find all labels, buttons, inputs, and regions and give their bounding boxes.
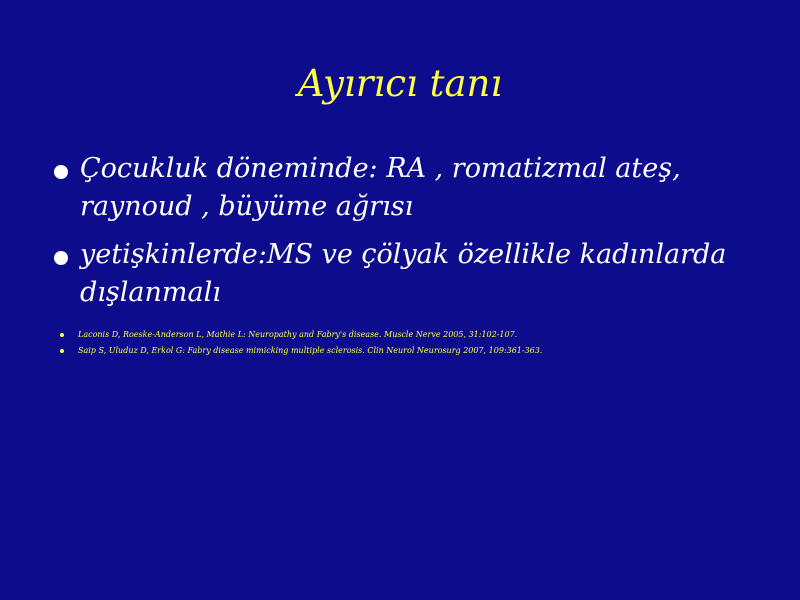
reference-text: Laconis D, Roeske-Anderson L, Mathie L: Neuropathy and Fabry's disease. Muscle Nerve 2005, 31:102-107. xyxy=(78,330,518,339)
bullet-item-adults xyxy=(52,236,752,312)
reference-text: Saip S, Uluduz D, Erkol G: Fabry disease mimicking multiple sclerosis. Clin Neurol Neurosurg 2007, 109:361-363. xyxy=(78,346,543,355)
bullet-item-childhood xyxy=(52,150,752,226)
reference-list xyxy=(60,327,760,359)
slide-title: Ayırıcı tanı xyxy=(297,62,503,105)
bullet-text: yetişkinlerde:MS ve çölyak özellikle kadınlarda dışlanmalı xyxy=(80,239,727,308)
bullet-dot-icon xyxy=(54,251,68,265)
bullet-dot-icon xyxy=(54,165,68,179)
reference-dot-icon xyxy=(60,349,64,353)
reference-item xyxy=(60,343,760,359)
reference-dot-icon xyxy=(60,333,64,337)
bullet-list xyxy=(52,150,752,322)
reference-item xyxy=(60,327,760,343)
bullet-text: Çocukluk döneminde: RA , romatizmal ateş, raynoud , büyüme ağrısı xyxy=(80,153,681,222)
